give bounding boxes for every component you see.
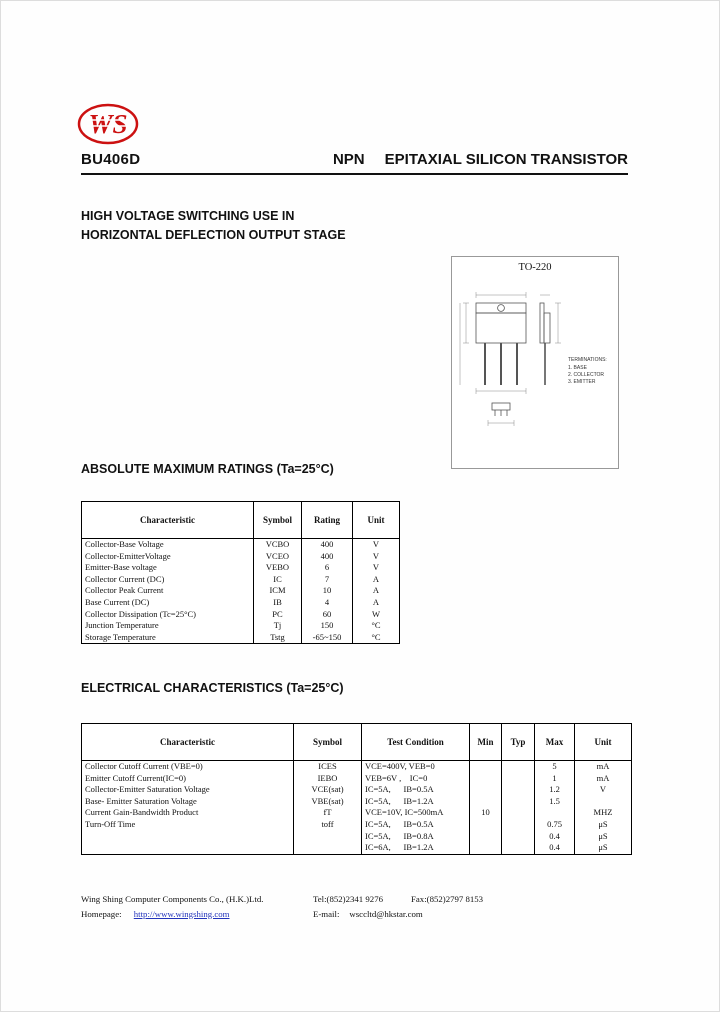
table-cell: IC=6A, IB=1.2A [362,842,470,854]
ws-logo-graphic [77,99,143,149]
homepage-label: Homepage: [81,908,122,919]
table-cell: A [353,574,400,586]
table-row [82,807,632,819]
table-row [82,597,400,609]
table-cell [470,842,502,854]
table-row [82,784,632,796]
table-cell: 1 [535,773,575,785]
table-cell: toff [294,819,362,831]
terminations-title: TERMINATIONS: [568,357,607,363]
application-heading [81,207,346,245]
table-cell: IC=5A, IB=1.2A [362,796,470,808]
table-cell: VEBO [254,562,302,574]
transistor-type: NPN [332,151,365,168]
dimension-lines [460,292,561,426]
table-cell: μS [575,831,632,843]
table-cell [575,796,632,808]
table-cell [470,784,502,796]
package-box [451,256,619,469]
table-row [82,819,632,831]
electrical-table [81,723,632,855]
footer-line2 [81,907,627,922]
table-cell: 7 [302,574,353,586]
table-cell: W [353,609,400,621]
table-row [82,761,632,773]
table-cell: 60 [302,609,353,621]
table-row [82,773,632,785]
column-header-symbol: Symbol [294,724,362,761]
table-cell: Collector-Base Voltage [85,539,164,549]
application-line2: HORIZONTAL DEFLECTION OUTPUT STAGE [81,228,346,242]
table-cell: IEBO [294,773,362,785]
email-label: E-mail: [313,908,340,919]
table-cell: 0.4 [535,842,575,854]
table-cell [502,796,535,808]
table-cell: Turn-Off Time [85,818,136,829]
table-cell: 1.5 [535,796,575,808]
column-header-max: Max [535,724,575,761]
table-row [82,831,632,843]
table-cell: IC=5A, IB=0.5A [362,784,470,796]
table-cell: VCE=400V, VEB=0 [362,761,470,773]
table-row [82,609,400,621]
table-cell: 400 [302,539,353,551]
abs-max-heading: ABSOLUTE MAXIMUM RATINGS (Ta=25°C) [81,462,334,476]
table-cell: 5 [535,761,575,773]
table-row [82,620,400,632]
table-row [82,585,400,597]
table-cell: V [353,539,400,551]
column-header-unit: Unit [575,724,632,761]
table-cell: 6 [302,562,353,574]
table-cell: Collector Dissipation (Tc=25°C) [85,608,196,619]
termination-emitter: 3. EMITTER [568,379,596,385]
table-cell: 1.2 [535,784,575,796]
table-cell: V [353,562,400,574]
table-cell: Storage Temperature [85,631,156,642]
column-header-symbol: Symbol [254,502,302,539]
table-cell: 0.4 [535,831,575,843]
fax-number: Fax:(852)2797 8153 [411,894,484,904]
table-row [82,574,400,586]
table-cell: Junction Temperature [85,620,159,631]
table-cell [470,761,502,773]
application-line1: HIGH VOLTAGE SWITCHING USE IN [81,209,295,223]
table-row [82,551,400,563]
table-row [82,562,400,574]
table-cell: mA [575,773,632,785]
table-cell [82,831,294,843]
table-cell [470,773,502,785]
table-cell: Base- Emitter Saturation Voltage [85,795,197,806]
table-cell: 10 [470,807,502,819]
table-cell: Collector Current (DC) [85,573,165,584]
table-cell: 400 [302,551,353,563]
doc-title [333,151,628,168]
table-cell: fT [294,807,362,819]
ws-logo [77,99,143,149]
table-cell [294,831,362,843]
homepage-link[interactable]: http://www.wingshing.com [133,908,230,919]
table-cell: -65~150 [302,632,353,644]
title-bar [81,151,628,175]
table-header-row [82,724,632,761]
table-row [82,796,632,808]
table-cell: 0.75 [535,819,575,831]
column-header-typ: Typ [502,724,535,761]
table-cell: ICM [254,585,302,597]
table-cell: VEB=6V , IC=0 [362,773,470,785]
table-cell [502,773,535,785]
column-header-unit: Unit [353,502,400,539]
table-cell [502,761,535,773]
company-name: Wing Shing Computer Components Co., (H.K.)Ltd. [81,894,264,904]
table-cell: A [353,585,400,597]
table-cell [502,819,535,831]
table-cell: VCE(sat) [294,784,362,796]
table-cell: Tstg [254,632,302,644]
termination-collector: 2. COLLECTOR [568,372,605,378]
table-cell: IB [254,597,302,609]
table-cell: Collector-EmitterVoltage [85,550,171,561]
table-cell [502,831,535,843]
table-cell: PC [254,609,302,621]
abs-max-table [81,501,400,644]
doc-title-text: EPITAXIAL SILICON TRANSISTOR [384,151,628,168]
table-row [82,842,632,854]
table-cell: Collector Cutoff Current (VBE=0) [85,761,203,771]
table-cell: A [353,597,400,609]
table-cell [535,807,575,819]
table-header-row [82,502,400,539]
column-header-rating: Rating [302,502,353,539]
part-number: BU406D [81,151,141,168]
table-cell: MHZ [575,807,632,819]
table-cell [502,784,535,796]
table-cell: 4 [302,597,353,609]
table-cell: °C [353,620,400,632]
table-cell [82,842,294,854]
table-cell: Collector Peak Current [85,585,164,596]
table-cell: V [353,551,400,563]
table-cell [470,796,502,808]
column-header-characteristic: Characteristic [82,724,294,761]
column-header-test-condition: Test Condition [362,724,470,761]
table-cell [502,807,535,819]
table-cell: VBE(sat) [294,796,362,808]
table-cell: VCBO [254,539,302,551]
table-cell: Collector-Emitter Saturation Voltage [85,784,210,795]
ws-logo-text: WS [88,109,128,139]
footer-line1 [81,892,627,907]
table-row [82,632,400,644]
table-cell: 150 [302,620,353,632]
table-cell: Tj [254,620,302,632]
table-cell: 10 [302,585,353,597]
package-drawing-to220 [452,273,618,458]
table-cell: μS [575,819,632,831]
electrical-heading: ELECTRICAL CHARACTERISTICS (Ta=25°C) [81,681,344,695]
table-row [82,539,400,551]
table-cell: ICES [294,761,362,773]
table-cell: °C [353,632,400,644]
table-cell: Current Gain-Bandwidth Product [85,807,199,818]
table-cell: Base Current (DC) [85,596,150,607]
table-cell: IC=5A, IB=0.5A [362,819,470,831]
table-cell: μS [575,842,632,854]
table-cell [470,831,502,843]
footer [81,892,627,921]
column-header-min: Min [470,724,502,761]
table-cell: Emitter Cutoff Current(IC=0) [85,772,186,783]
package-name: TO-220 [518,262,552,273]
table-cell: IC=5A, IB=0.8A [362,831,470,843]
email-value: wsccltd@hkstar.com [349,908,423,919]
table-cell: VCE=10V, IC=500mA [362,807,470,819]
table-cell: IC [254,574,302,586]
table-cell: Emitter-Base voltage [85,562,157,573]
table-cell: V [575,784,632,796]
table-cell [502,842,535,854]
column-header-characteristic: Characteristic [82,502,254,539]
termination-base: 1. BASE [568,365,587,371]
table-cell [470,819,502,831]
table-cell [294,842,362,854]
table-cell: VCEO [254,551,302,563]
tel-number: Tel:(852)2341 9276 [313,894,383,904]
table-cell: mA [575,761,632,773]
